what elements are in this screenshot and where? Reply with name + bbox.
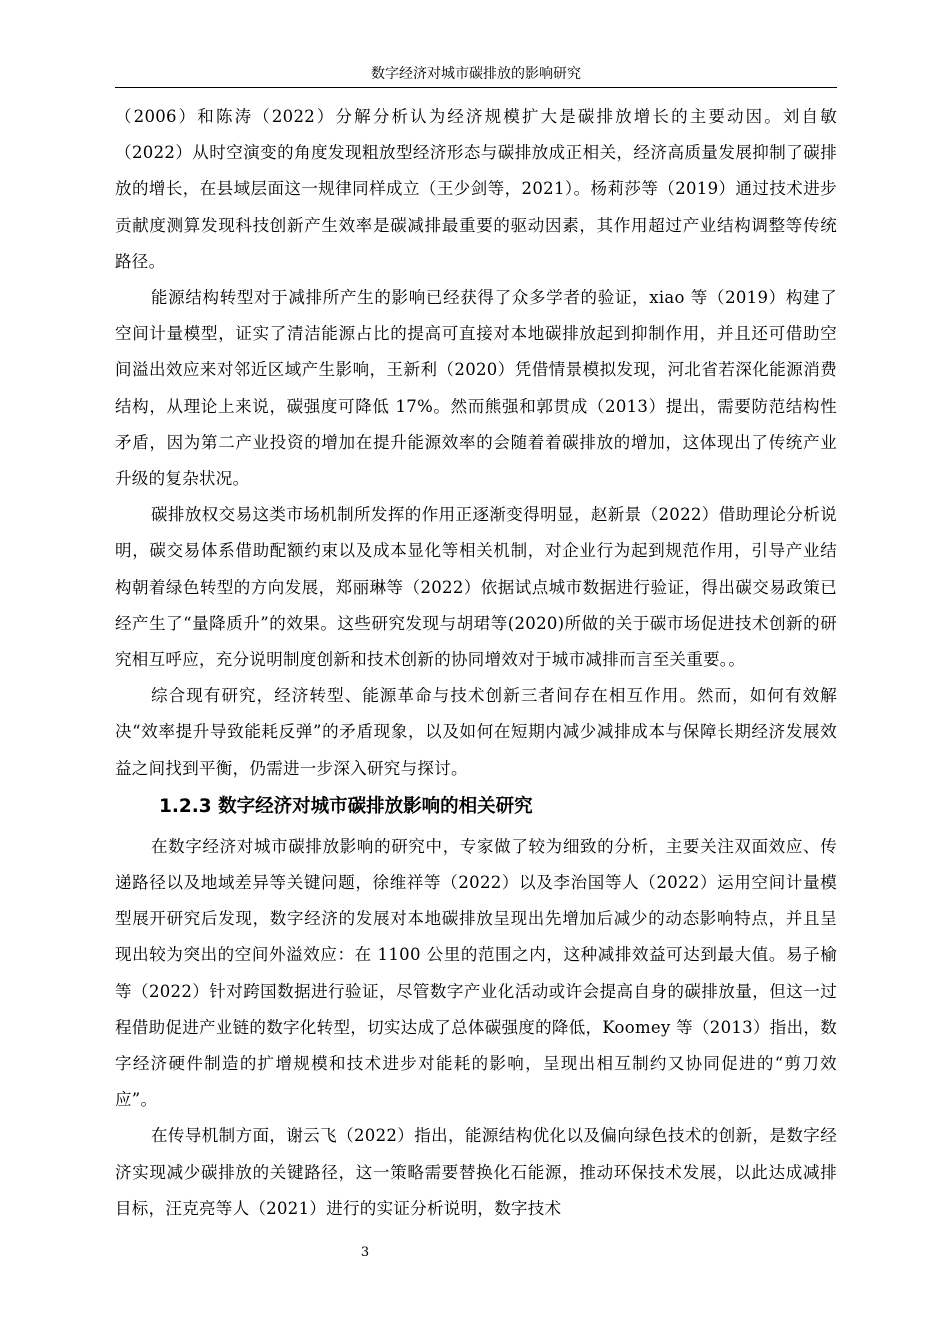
body-text xyxy=(115,99,837,1227)
header-rule xyxy=(115,87,837,88)
paragraph-digital-economy: 在数字经济对城市碳排放影响的研究中，专家做了较为细致的分析，主要关注双面效应、传递路径以及地域差异等关键问题，徐维祥等（2022）以及李治国等人（2022）运用空间计量模型展开研究后发现，数字经济的发展对本地碳排放呈现出先增加后减少的动态影响特点，并且呈现出较为突出的空间外溢效应：在 1100 公里的范围之内，这种减排效益可达到最大值。易子榆等（2022）针对跨国数据进行验证，尽管数字产业化活动或许会提高自身的碳排放量，但这一过程借助促进产业链的数字化转型，切实达成了总体碳强度的降低，Koomey 等（2013）指出，数字经济硬件制造的扩增规模和技术进步对能耗的影响，呈现出相互制约又协同促进的“剪刀效应”。 xyxy=(115,836,837,1110)
paragraph-transmission-mechanism: 在传导机制方面，谢云飞（2022）指出，能源结构优化以及偏向绿色技术的创新，是数字经济实现减少碳排放的关键路径，这一策略需要替换化石能源，推动环保技术发展，以此达成减排目标，汪克亮等人（2021）进行的实证分析说明，数字技术 xyxy=(115,1126,837,1218)
paragraph-energy-structure: 能源结构转型对于减排所产生的影响已经获得了众多学者的验证，xiao 等（2019）构建了空间计量模型，证实了清洁能源占比的提高可直接对本地碳排放起到抑制作用，并且还可借助空间溢出效应来对邻近区域产生影响，王新利（2020）凭借情景模拟发现，河北省若深化能源消费结构，从理论上来说，碳强度可降低 17%。然而熊强和郭贯成（2013）提出，需要防范结构性矛盾，因为第二产业投资的增加在提升能源效率的会随着着碳排放的增加，这体现出了传统产业升级的复杂状况。 xyxy=(115,288,837,489)
paragraph-continued: （2006）和陈涛（2022）分解分析认为经济规模扩大是碳排放增长的主要动因。刘自敏（2022）从时空演变的角度发现粗放型经济形态与碳排放成正相关，经济高质量发展抑制了碳排放的增长，在县域层面这一规律同样成立（王少剑等，2021）。杨莉莎等（2019）通过技术进步贡献度测算发现科技创新产生效率是碳减排最重要的驱动因素，其作用超过产业结构调整等传统路径。 xyxy=(115,107,837,271)
running-header: 数字经济对城市碳排放的影响研究 xyxy=(371,66,581,82)
page-number: 3 xyxy=(360,1245,370,1260)
paragraph-carbon-trading: 碳排放权交易这类市场机制所发挥的作用正逐渐变得明显，赵新景（2022）借助理论分析说明，碳交易体系借助配额约束以及成本显化等相关机制，对企业行为起到规范作用，引导产业结构朝着绿色转型的方向发展，郑丽琳等（2022）依据试点城市数据进行验证，得出碳交易政策已经产生了“量降质升”的效果。这些研究发现与胡珺等(2020)所做的关于碳市场促进技术创新的研究相互呼应，充分说明制度创新和技术创新的协同增效对于城市减排而言至关重要。。 xyxy=(115,505,837,670)
paragraph-summary: 综合现有研究，经济转型、能源革命与技术创新三者间存在相互作用。然而，如何有效解决“效率提升导致能耗反弹”的矛盾现象，以及如何在短期内减少减排成本与保障长期经济发展效益之间找到平衡，仍需进一步深入研究与探讨。 xyxy=(115,686,837,778)
section-heading: 1.2.3 数字经济对城市碳排放影响的相关研究 xyxy=(159,795,533,817)
